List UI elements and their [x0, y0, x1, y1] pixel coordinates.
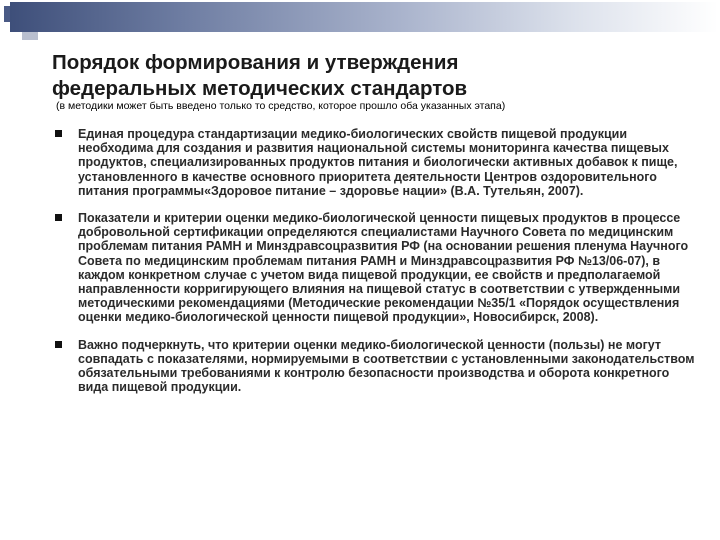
slide-title-line2: федеральных методических стандартов — [52, 77, 468, 100]
square-bullet-icon — [55, 214, 62, 221]
slide-title-line1: Порядок формирования и утверждения — [52, 51, 459, 74]
bullet-text: Единая процедура стандартизации медико-биологических свойств пищевой продукции необходима для создания и развития национальной системы мониторинга качества пищевых продуктов, специализированных продуктов питания и биологически активных добавок к пище, установленного в качестве основного приоритета деятельности Центров оздоровительного питания программы«Здоровое питание – здоровье нации» (В.А. Тутельян, 2007). — [78, 127, 678, 198]
bullet-text: Важно подчеркнуть, что критерии оценки медико-биологической ценности (пользы) не могут совпадать с показателями, нормируемыми в соответствии с установленными законодательством обязательными требованиями к контролю безопасности производства и оборота конкретного вида пищевой продукции. — [78, 337, 695, 395]
bullet-list — [52, 127, 702, 394]
bullet-item — [52, 338, 702, 395]
header-gradient-band — [10, 2, 718, 32]
decorative-square — [22, 42, 36, 52]
bullet-text: Показатели и критерии оценки медико-биологической ценности пищевых продуктов в процессе добровольной сертификации определяются специалистами Научного Совета по медицинским проблемам питания РАМН и Минздравсоцразвития РФ (на основании решения пленума Научного Совета по медицинским проблемам питания РАМН и Минздравсоцразвития РФ №13/06-07), в каждом конкретном случае с учетом вида пищевой продукции, ее свойств и предполагаемой направленности корригирующего влияния на пищевой статус в соответствии с утвержденными методическими рекомендациями (Методические рекомендации №35/1 «Порядок осуществления оценки медико-биологической ценности пищевой продукции», Новосибирск, 2008). — [78, 211, 689, 325]
square-bullet-icon — [55, 341, 62, 348]
slide-subtitle: (в методики может быть введено только то средство, которое прошло оба указанных этапа) — [56, 100, 506, 112]
square-bullet-icon — [55, 130, 62, 137]
bullet-item — [52, 127, 702, 198]
bullet-item — [52, 211, 702, 325]
slide-title — [52, 50, 692, 102]
